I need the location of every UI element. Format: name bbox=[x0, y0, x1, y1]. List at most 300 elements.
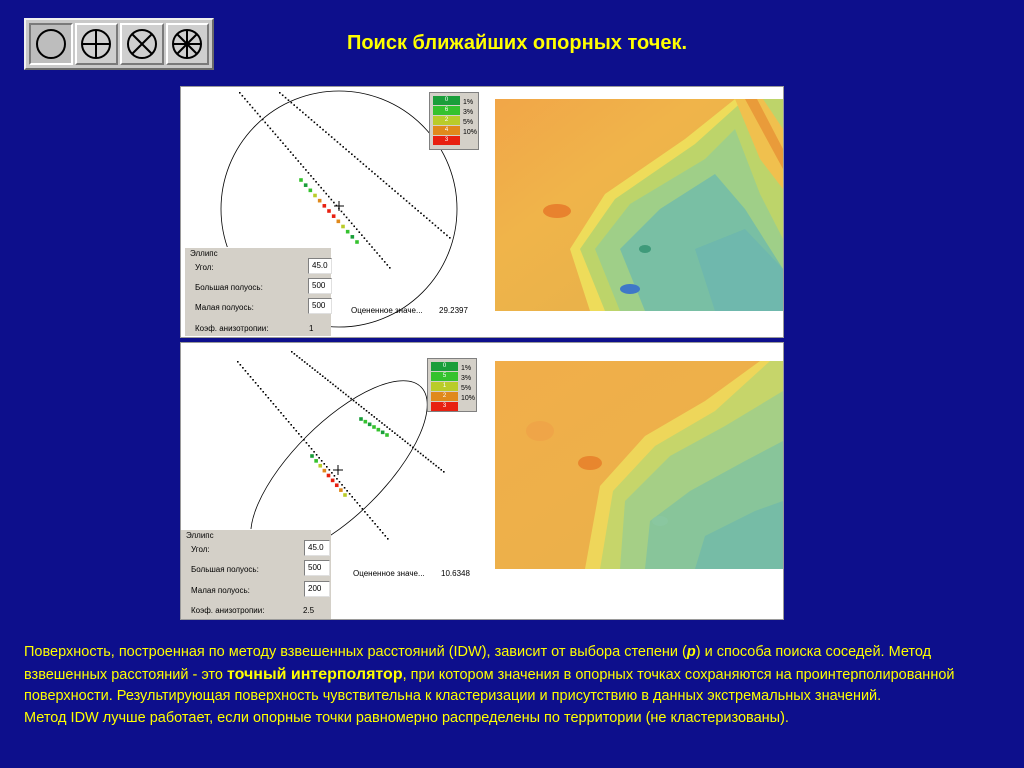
data-point bbox=[310, 175, 312, 177]
selected-point bbox=[332, 214, 336, 218]
data-point bbox=[384, 261, 386, 263]
data-point bbox=[381, 258, 383, 260]
data-point bbox=[264, 122, 266, 124]
data-point bbox=[255, 382, 257, 384]
data-points-line-left-2 bbox=[237, 361, 389, 540]
ellipse-settings bbox=[185, 247, 331, 336]
data-point bbox=[280, 412, 282, 414]
data-point bbox=[303, 166, 305, 168]
selected-point bbox=[309, 189, 313, 193]
data-point bbox=[306, 363, 308, 365]
major-axis-field[interactable]: 500 bbox=[308, 278, 332, 294]
data-point bbox=[386, 264, 388, 266]
data-point bbox=[341, 211, 343, 213]
data-point bbox=[402, 438, 404, 440]
data-point bbox=[387, 538, 389, 540]
data-point bbox=[342, 146, 344, 148]
data-point bbox=[355, 402, 357, 404]
anisotropy-value: 1 bbox=[309, 324, 314, 333]
data-point bbox=[334, 475, 336, 477]
data-point bbox=[288, 421, 290, 423]
data-point bbox=[290, 424, 292, 426]
data-point bbox=[265, 394, 267, 396]
data-point bbox=[292, 154, 294, 156]
data-point bbox=[438, 467, 440, 469]
data-point bbox=[294, 353, 296, 355]
data-point bbox=[371, 171, 373, 173]
data-point bbox=[293, 104, 295, 106]
data-point bbox=[371, 414, 373, 416]
data-point bbox=[334, 139, 336, 141]
data-point bbox=[325, 131, 327, 133]
data-point bbox=[327, 379, 329, 381]
data-point bbox=[384, 535, 386, 537]
data-point bbox=[372, 520, 374, 522]
selected-point bbox=[339, 488, 343, 492]
data-point bbox=[354, 156, 356, 158]
selected-neighbors-2 bbox=[310, 417, 389, 497]
prediction-location-marker bbox=[334, 201, 344, 211]
data-point bbox=[257, 385, 259, 387]
data-point bbox=[305, 114, 307, 116]
data-point bbox=[336, 478, 338, 480]
selected-point bbox=[327, 474, 331, 478]
data-point bbox=[374, 249, 376, 251]
data-point bbox=[351, 496, 353, 498]
data-point bbox=[428, 459, 430, 461]
selected-point bbox=[364, 420, 368, 424]
data-point bbox=[364, 237, 366, 239]
selected-point bbox=[351, 235, 355, 239]
data-point bbox=[319, 126, 321, 128]
data-point bbox=[343, 214, 345, 216]
data-point bbox=[389, 267, 391, 269]
data-point bbox=[391, 430, 393, 432]
data-point bbox=[394, 432, 396, 434]
data-point bbox=[318, 184, 320, 186]
data-point bbox=[417, 451, 419, 453]
data-point bbox=[345, 394, 347, 396]
data-point bbox=[247, 373, 249, 375]
data-point bbox=[242, 367, 244, 369]
selected-point bbox=[359, 417, 363, 421]
data-point bbox=[291, 351, 293, 353]
selected-point bbox=[304, 183, 308, 187]
legend-swatch: 3 bbox=[431, 402, 458, 411]
legend-percent: 1% bbox=[463, 99, 474, 106]
data-point bbox=[260, 388, 262, 390]
data-point bbox=[299, 109, 301, 111]
description bbox=[24, 642, 984, 729]
legend-percent: 3% bbox=[461, 375, 472, 382]
legend-swatch: 5 bbox=[431, 372, 458, 381]
data-point bbox=[295, 157, 297, 159]
minor-axis-field-2[interactable]: 200 bbox=[304, 581, 330, 597]
data-point bbox=[429, 220, 431, 222]
data-point bbox=[298, 433, 300, 435]
data-point bbox=[382, 532, 384, 534]
description-paragraph-1 bbox=[24, 642, 984, 708]
data-point bbox=[377, 176, 379, 178]
exact-interpolator-term: точный интерполятор bbox=[226, 665, 403, 683]
data-point bbox=[440, 230, 442, 232]
data-point bbox=[368, 412, 370, 414]
major-axis-field-2[interactable]: 500 bbox=[304, 560, 330, 576]
legend-swatch: 3 bbox=[433, 136, 460, 145]
data-point bbox=[348, 220, 350, 222]
data-point bbox=[299, 357, 301, 359]
data-point bbox=[379, 420, 381, 422]
data-point bbox=[340, 144, 342, 146]
data-point bbox=[389, 428, 391, 430]
data-points-line-right-2 bbox=[291, 351, 445, 473]
data-point bbox=[394, 190, 396, 192]
data-point bbox=[295, 430, 297, 432]
data-point bbox=[397, 193, 399, 195]
data-point bbox=[315, 181, 317, 183]
data-point bbox=[308, 172, 310, 174]
data-point bbox=[414, 208, 416, 210]
data-point bbox=[282, 94, 284, 96]
angle-label: Угол: bbox=[195, 263, 214, 272]
data-point bbox=[283, 415, 285, 417]
data-point bbox=[285, 145, 287, 147]
data-point bbox=[287, 148, 289, 150]
selected-point bbox=[385, 433, 389, 437]
data-point bbox=[290, 151, 292, 153]
data-point bbox=[301, 359, 303, 361]
data-point bbox=[353, 225, 355, 227]
data-point bbox=[440, 469, 442, 471]
data-point bbox=[361, 234, 363, 236]
minor-axis-field[interactable]: 500 bbox=[308, 298, 332, 314]
data-point bbox=[311, 448, 313, 450]
search-panel-anisotropic bbox=[180, 342, 784, 620]
data-point bbox=[379, 255, 381, 257]
major-axis-label-2: Большая полуось: bbox=[191, 565, 259, 574]
data-point bbox=[273, 403, 275, 405]
selected-point bbox=[313, 194, 317, 198]
legend-swatch: 6 bbox=[433, 106, 460, 115]
data-point bbox=[320, 187, 322, 189]
data-point bbox=[435, 225, 437, 227]
prediction-location-marker-2 bbox=[333, 465, 343, 475]
data-point bbox=[391, 188, 393, 190]
data-point bbox=[369, 517, 371, 519]
selected-point bbox=[346, 230, 350, 234]
estimated-value-number: 29.2397 bbox=[439, 306, 468, 315]
data-point bbox=[259, 116, 261, 118]
data-points-line-right bbox=[279, 92, 451, 239]
data-point bbox=[328, 196, 330, 198]
data-point bbox=[426, 217, 428, 219]
data-point bbox=[409, 203, 411, 205]
data-point bbox=[280, 139, 282, 141]
data-point bbox=[323, 190, 325, 192]
selected-point bbox=[335, 483, 339, 487]
selected-point bbox=[372, 425, 376, 429]
data-point bbox=[297, 160, 299, 162]
data-point bbox=[326, 466, 328, 468]
angle-label-2: Угол: bbox=[191, 545, 210, 554]
data-point bbox=[363, 408, 365, 410]
selected-point bbox=[343, 493, 347, 497]
estimated-value-label: Оцененное значе... bbox=[351, 306, 423, 315]
data-point bbox=[364, 511, 366, 513]
data-point bbox=[381, 422, 383, 424]
legend-swatch: 2 bbox=[433, 116, 460, 125]
selected-point bbox=[310, 454, 314, 458]
minor-axis-label: Малая полуось: bbox=[195, 303, 254, 312]
data-point bbox=[420, 212, 422, 214]
legend-percent: 3% bbox=[463, 109, 474, 116]
data-point bbox=[433, 463, 435, 465]
anisotropy-label-2: Коэф. анизотропии: bbox=[191, 606, 265, 615]
data-point bbox=[446, 235, 448, 237]
data-point bbox=[282, 142, 284, 144]
desc-text-a: Поверхность, построенная по методу взвешенных расстояний (IDW), зависит от выбора степени ( bbox=[24, 644, 687, 660]
data-point bbox=[386, 183, 388, 185]
data-point bbox=[432, 222, 434, 224]
data-point bbox=[272, 131, 274, 133]
data-point bbox=[331, 136, 333, 138]
data-point bbox=[242, 95, 244, 97]
data-point bbox=[304, 361, 306, 363]
data-point bbox=[245, 370, 247, 372]
data-point bbox=[257, 113, 259, 115]
selected-point bbox=[323, 469, 327, 473]
data-point bbox=[308, 117, 310, 119]
data-point bbox=[443, 232, 445, 234]
ellipse-header: Эллипс bbox=[190, 249, 218, 258]
data-point bbox=[319, 373, 321, 375]
data-point bbox=[337, 388, 339, 390]
data-point bbox=[285, 418, 287, 420]
data-point bbox=[309, 365, 311, 367]
selected-point bbox=[337, 220, 341, 224]
data-point bbox=[383, 180, 385, 182]
data-point bbox=[358, 404, 360, 406]
data-point bbox=[366, 240, 368, 242]
data-point bbox=[340, 390, 342, 392]
data-point bbox=[357, 158, 359, 160]
angle-field[interactable]: 45.0 bbox=[308, 258, 332, 274]
data-point bbox=[270, 400, 272, 402]
data-point bbox=[345, 149, 347, 151]
data-point bbox=[291, 102, 293, 104]
legend-percent: 5% bbox=[463, 119, 474, 126]
data-point bbox=[331, 472, 333, 474]
data-point bbox=[351, 223, 353, 225]
angle-field-2[interactable]: 45.0 bbox=[304, 540, 330, 556]
data-point bbox=[415, 449, 417, 451]
data-point bbox=[314, 369, 316, 371]
data-point bbox=[300, 163, 302, 165]
ellipse-settings-2 bbox=[181, 529, 331, 620]
data-point bbox=[348, 151, 350, 153]
data-point bbox=[293, 427, 295, 429]
data-point bbox=[317, 371, 319, 373]
data-point bbox=[254, 110, 256, 112]
data-point bbox=[237, 361, 239, 363]
data-point bbox=[380, 178, 382, 180]
power-parameter: p bbox=[686, 644, 696, 660]
data-point bbox=[313, 451, 315, 453]
data-point bbox=[412, 205, 414, 207]
estimated-value-label-2: Оцененное значе... bbox=[353, 569, 425, 578]
selected-point bbox=[318, 199, 322, 203]
legend-swatch: 2 bbox=[431, 392, 458, 401]
data-point bbox=[324, 377, 326, 379]
data-point bbox=[363, 163, 365, 165]
data-point bbox=[268, 397, 270, 399]
data-point bbox=[311, 119, 313, 121]
data-point bbox=[314, 121, 316, 123]
estimated-value-number-2: 10.6348 bbox=[441, 569, 470, 578]
data-point bbox=[399, 436, 401, 438]
data-point bbox=[333, 202, 335, 204]
data-point bbox=[249, 104, 251, 106]
legend-percent: 10% bbox=[461, 395, 476, 402]
data-points-line-left bbox=[239, 92, 391, 269]
data-point bbox=[369, 243, 371, 245]
selected-point bbox=[368, 423, 372, 427]
data-point bbox=[339, 481, 341, 483]
data-point bbox=[252, 107, 254, 109]
data-point bbox=[361, 406, 363, 408]
data-point bbox=[422, 455, 424, 457]
data-point bbox=[305, 169, 307, 171]
data-point bbox=[301, 436, 303, 438]
data-point bbox=[239, 92, 241, 94]
data-point bbox=[267, 125, 269, 127]
data-point bbox=[423, 215, 425, 217]
data-point bbox=[275, 406, 277, 408]
data-point bbox=[316, 124, 318, 126]
data-point bbox=[417, 210, 419, 212]
selected-point bbox=[377, 428, 381, 432]
data-point bbox=[366, 410, 368, 412]
idw-surface-map bbox=[495, 99, 783, 311]
data-point bbox=[407, 443, 409, 445]
data-point bbox=[449, 237, 451, 239]
data-point bbox=[400, 195, 402, 197]
data-point bbox=[367, 514, 369, 516]
idw-surface-map-2 bbox=[495, 361, 783, 569]
minor-axis-label-2: Малая полуось: bbox=[191, 586, 250, 595]
data-point bbox=[325, 193, 327, 195]
data-point bbox=[313, 178, 315, 180]
data-point bbox=[306, 442, 308, 444]
selected-point bbox=[341, 225, 345, 229]
data-point bbox=[354, 499, 356, 501]
data-point bbox=[359, 505, 361, 507]
legend-swatch: 0 bbox=[433, 96, 460, 105]
data-point bbox=[376, 418, 378, 420]
ellipse-header-2: Эллипс bbox=[186, 531, 214, 540]
weight-legend-2 bbox=[427, 358, 477, 412]
data-point bbox=[321, 460, 323, 462]
estimated-value-2 bbox=[353, 569, 470, 578]
data-point bbox=[331, 199, 333, 201]
data-point bbox=[373, 416, 375, 418]
data-point bbox=[270, 128, 272, 130]
data-point bbox=[278, 409, 280, 411]
data-point bbox=[323, 463, 325, 465]
legend-percent: 10% bbox=[463, 129, 478, 136]
data-point bbox=[244, 98, 246, 100]
desc-text-b: ) и способа поиска соседей. Метод взвешенных расстояний - это bbox=[24, 644, 932, 683]
desc-text-c: , при котором значения в опорных точках сохраняются на проинтерполированной поверхности. Результирующая поверхность чувствительна к кластеризации и присутствию в данных экстремальных значений. bbox=[24, 666, 955, 704]
legend-swatch: 1 bbox=[431, 382, 458, 391]
legend-percent: 5% bbox=[461, 385, 472, 392]
legend-swatch: 4 bbox=[433, 126, 460, 135]
anisotropy-value-2: 2.5 bbox=[303, 606, 315, 615]
legend-percent: 1% bbox=[461, 365, 472, 372]
data-point bbox=[420, 453, 422, 455]
data-point bbox=[328, 134, 330, 136]
data-point bbox=[285, 97, 287, 99]
selected-neighbors bbox=[299, 178, 359, 244]
data-point bbox=[318, 457, 320, 459]
selected-point bbox=[323, 204, 327, 208]
data-point bbox=[403, 198, 405, 200]
data-point bbox=[374, 173, 376, 175]
data-point bbox=[288, 99, 290, 101]
data-point bbox=[368, 168, 370, 170]
data-point bbox=[296, 355, 298, 357]
data-point bbox=[430, 461, 432, 463]
selected-point bbox=[331, 479, 335, 483]
data-point bbox=[435, 465, 437, 467]
selected-point bbox=[318, 464, 322, 468]
data-point bbox=[296, 107, 298, 109]
selected-point bbox=[327, 209, 331, 213]
major-axis-label: Большая полуось: bbox=[195, 283, 263, 292]
data-point bbox=[240, 364, 242, 366]
data-point bbox=[443, 471, 445, 473]
data-point bbox=[404, 440, 406, 442]
data-point bbox=[350, 398, 352, 400]
data-point bbox=[376, 252, 378, 254]
data-point bbox=[316, 454, 318, 456]
data-point bbox=[371, 246, 373, 248]
description-paragraph-2: Метод IDW лучше работает, если опорные точки равномерно распределены по территории (не кластеризованы). bbox=[24, 709, 789, 726]
search-panel-isotropic bbox=[180, 86, 784, 338]
data-point bbox=[356, 228, 358, 230]
data-point bbox=[302, 112, 304, 114]
legend-swatch: 0 bbox=[431, 362, 458, 371]
data-point bbox=[437, 227, 439, 229]
data-point bbox=[308, 445, 310, 447]
data-point bbox=[346, 490, 348, 492]
data-point bbox=[349, 493, 351, 495]
data-point bbox=[377, 526, 379, 528]
data-point bbox=[312, 367, 314, 369]
selected-point bbox=[355, 240, 359, 244]
data-point bbox=[277, 136, 279, 138]
slide-title: Поиск ближайших опорных точек. bbox=[346, 32, 688, 54]
data-point bbox=[344, 487, 346, 489]
data-point bbox=[365, 166, 367, 168]
data-point bbox=[360, 161, 362, 163]
data-point bbox=[337, 141, 339, 143]
data-point bbox=[379, 529, 381, 531]
data-point bbox=[341, 484, 343, 486]
selected-point bbox=[299, 178, 303, 182]
data-point bbox=[384, 424, 386, 426]
data-point bbox=[279, 92, 281, 94]
